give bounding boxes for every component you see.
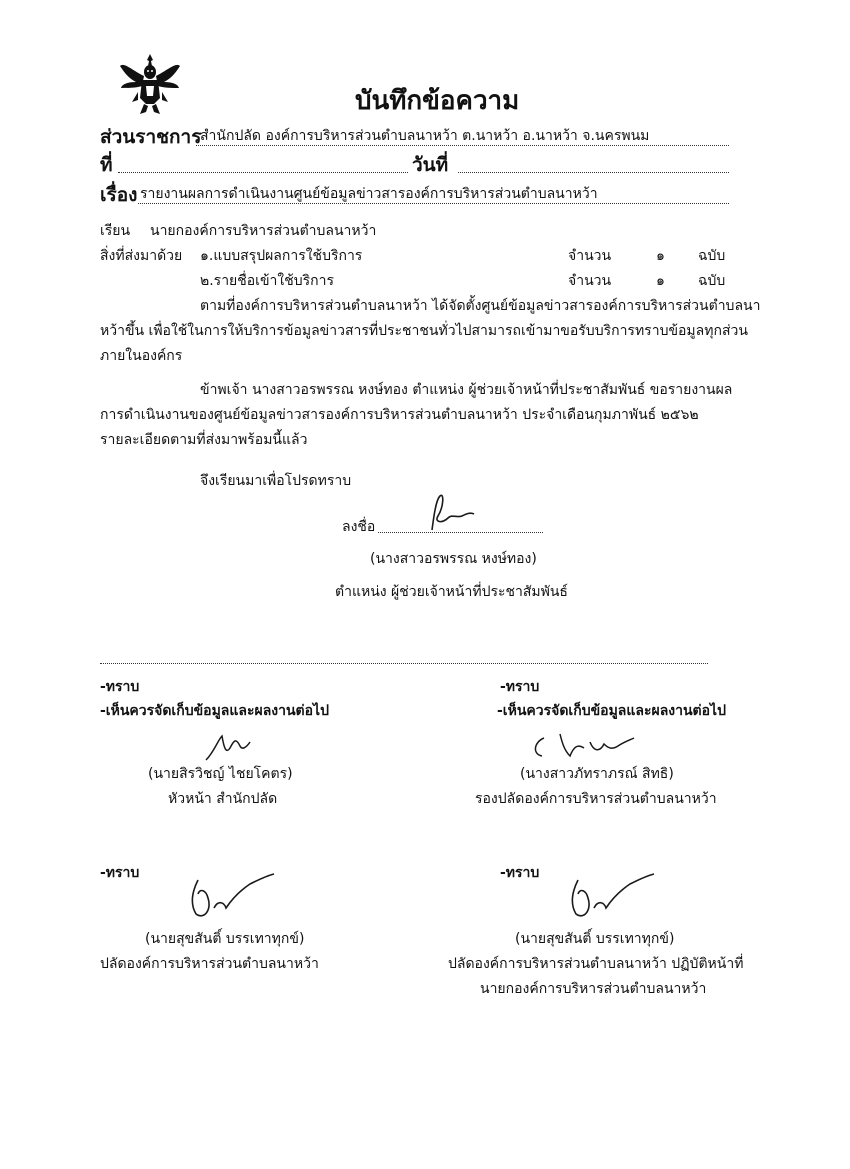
enclosure-item: ๑.แบบสรุปผลการใช้บริการ	[200, 248, 363, 264]
signature-icon	[200, 728, 260, 764]
body-para2-line1: ข้าพเจ้า นางสาวอรพรรณ หงษ์ทอง ตำแหน่ง ผู้ช่วยเจ้าหน้าที่ประชาสัมพันธ์ ขอรายงานผล	[200, 382, 733, 398]
agency-dotted-line	[196, 145, 729, 146]
ref-dotted-line	[118, 172, 408, 173]
salutation-value: นายกองค์การบริหารส่วนตำบลนาหว้า	[150, 223, 377, 239]
agency-label: ส่วนราชการ	[100, 126, 202, 148]
review-comment: -เห็นควรจัดเก็บข้อมูลและผลงานต่อไป	[497, 703, 726, 719]
signature-icon	[530, 728, 640, 764]
review-ack: -ทราบ	[500, 865, 540, 881]
body-para1-line2: หว้าขึ้น เพื่อใช้ในการให้บริการข้อมูลข่าวสารที่ประชาชนทั่วไปสามารถเข้ามาขอรับบริการทราบข้อมูลทุกส่วน	[100, 323, 748, 339]
signature-icon	[558, 872, 658, 922]
date-label: วันที่	[412, 154, 449, 176]
date-dotted-line	[458, 172, 729, 173]
review-ack: -ทราบ	[100, 865, 140, 881]
signer-position: ตำแหน่ง ผู้ช่วยเจ้าหน้าที่ประชาสัมพันธ์	[335, 584, 568, 600]
garuda-emblem-icon	[118, 52, 182, 118]
reviewer-position: รองปลัดองค์การบริหารส่วนตำบลนาหว้า	[475, 791, 717, 807]
reviewer-name: (นางสาวภัทราภรณ์ สิทธิ)	[520, 766, 674, 782]
body-para1-line1: ตามที่องค์การบริหารส่วนตำบลนาหว้า ได้จัดตั้งศูนย์ข้อมูลข่าวสารองค์การบริหารส่วนตำบลนา	[200, 298, 761, 314]
signature-icon	[178, 872, 278, 922]
section-separator	[100, 663, 708, 664]
salutation-label: เรียน	[100, 223, 131, 239]
enclosure-qty-label: จำนวน	[568, 248, 612, 264]
reviewer-position-2: นายกองค์การบริหารส่วนตำบลนาหว้า	[480, 981, 707, 997]
ref-label: ที่	[100, 154, 113, 176]
subject-dotted-line	[138, 203, 729, 204]
body-para2-line2: การดำเนินงานของศูนย์ข้อมูลข่าวสารองค์การบริหารส่วนตำบลนาหว้า ประจำเดือนกุมภาพันธ์ ๒๕๖๒	[100, 407, 699, 423]
reviewer-name: (นายสิรวิชญ์ ไชยโคตร)	[148, 766, 293, 782]
enclosures-label: สิ่งที่ส่งมาด้วย	[100, 248, 183, 264]
reviewer-position: หัวหน้า สำนักปลัด	[168, 791, 278, 807]
signer-name: (นางสาวอรพรรณ หงษ์ทอง)	[370, 551, 537, 567]
enclosure-qty: ๑	[656, 248, 665, 264]
reviewer-position: ปลัดองค์การบริหารส่วนตำบลนาหว้า	[100, 956, 319, 972]
document-title: บันทึกข้อความ	[355, 86, 520, 116]
reviewer-name: (นายสุขสันติ์ บรรเทาทุกข์)	[145, 931, 305, 947]
signature-icon	[422, 490, 482, 535]
review-comment: -เห็นควรจัดเก็บข้อมูลและผลงานต่อไป	[100, 703, 329, 719]
sign-label: ลงชื่อ	[342, 519, 376, 535]
enclosure-unit: ฉบับ	[698, 248, 726, 264]
enclosure-unit: ฉบับ	[698, 273, 726, 289]
subject-value: รายงานผลการดำเนินงานศูนย์ข้อมูลข่าวสารองค์การบริหารส่วนตำบลนาหว้า	[140, 186, 598, 202]
agency-value: สำนักปลัด องค์การบริหารส่วนตำบลนาหว้า ต.นาหว้า อ.นาหว้า จ.นครพนม	[200, 128, 650, 144]
review-ack: -ทราบ	[500, 679, 540, 695]
body-para1-line3: ภายในองค์กร	[100, 348, 183, 364]
enclosure-qty-label: จำนวน	[568, 273, 612, 289]
review-ack: -ทราบ	[100, 679, 140, 695]
reviewer-name: (นายสุขสันติ์ บรรเทาทุกข์)	[515, 931, 675, 947]
closing-text: จึงเรียนมาเพื่อโปรดทราบ	[200, 473, 352, 489]
body-para2-line3: รายละเอียดตามที่ส่งมาพร้อมนี้แล้ว	[100, 432, 308, 448]
reviewer-position: ปลัดองค์การบริหารส่วนตำบลนาหว้า ปฏิบัติหน้าที่	[448, 956, 744, 972]
enclosure-item: ๒.รายชื่อเข้าใช้บริการ	[200, 273, 334, 289]
subject-label: เรื่อง	[100, 184, 138, 206]
enclosure-qty: ๑	[656, 273, 665, 289]
